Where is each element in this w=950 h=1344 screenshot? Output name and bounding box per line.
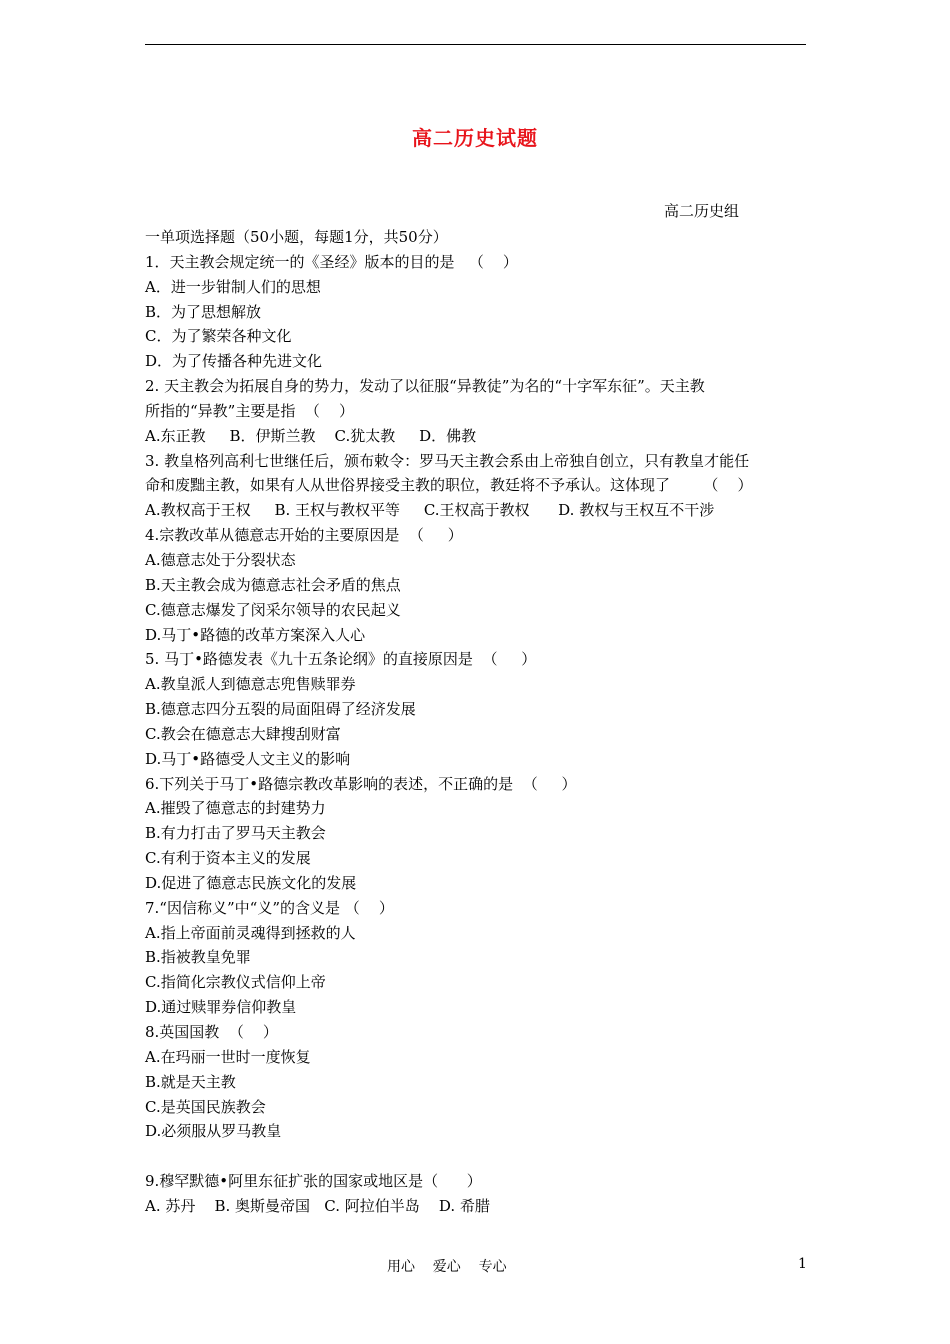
question-option: D.通过赎罪券信仰教皇 (145, 998, 297, 1017)
question-option: D.必须服从罗马教皇 (145, 1122, 282, 1141)
question-option: A.教皇派人到德意志兜售赎罪券 (145, 675, 356, 694)
question-stem: 所指的“异教”主要是指 （ ） (145, 401, 354, 420)
question-stem: 7.“因信称义”中“义”的含义是 （ ） (145, 898, 394, 917)
question-stem: 5. 马丁•路德发表《九十五条论纲》的直接原因是 （ ） (145, 650, 537, 669)
question-option: D.马丁•路德受人文主义的影响 (145, 749, 351, 768)
question-option: B.就是天主教 (145, 1072, 236, 1091)
author-line: 高二历史组 (664, 202, 740, 220)
document-title: 高二历史试题 (412, 126, 538, 150)
question-stem: 9.穆罕默德•阿里东征扩张的国家或地区是（ ） (145, 1172, 482, 1191)
question-stem: 1．天主教会规定统一的《圣经》版本的目的是 （ ） (145, 252, 518, 271)
page-number: 1 (798, 1256, 807, 1272)
question-stem: 命和废黜主教，如果有人从世俗界接受主教的职位，教廷将不予承认。这体现了 （ ） (145, 476, 753, 495)
blank-line (145, 1144, 810, 1169)
question-option: C.德意志爆发了闵采尔领导的农民起义 (145, 600, 401, 619)
question-option: A.德意志处于分裂状态 (145, 550, 296, 569)
question-option: C.是英国民族教会 (145, 1097, 266, 1116)
question-option: B．为了思想解放 (145, 302, 262, 321)
question-content (145, 225, 810, 1219)
question-option: D.马丁•路德的改革方案深入人心 (145, 625, 366, 644)
question-option: B.天主教会成为德意志社会矛盾的焦点 (145, 575, 401, 594)
question-option: A．进一步钳制人们的思想 (145, 277, 321, 296)
question-option: C.有利于资本主义的发展 (145, 849, 311, 868)
question-option: D.促进了德意志民族文化的发展 (145, 873, 357, 892)
question-option: B.指被教皇免罪 (145, 948, 251, 967)
footer-motto: 用心 爱心 专心 (387, 1259, 507, 1275)
question-stem: 8.英国国教 （ ） (145, 1023, 278, 1041)
question-stem: 4.宗教改革从德意志开始的主要原因是 （ ） (145, 526, 463, 545)
question-option: A.摧毁了德意志的封建势力 (145, 799, 326, 818)
question-option: C.教会在德意志大肆搜刮财富 (145, 724, 341, 743)
question-stem: 2. 天主教会为拓展自身的势力，发动了以征服“异教徒”为名的“十字军东征”。天主教 (145, 377, 705, 396)
question-option: C．为了繁荣各种文化 (145, 327, 292, 346)
question-stem: 3. 教皇格列高利七世继任后，颁布敕令：罗马天主教会系由上帝独自创立，只有教皇才能任 (145, 451, 750, 470)
question-option: A.东正教 B．伊斯兰教 C.犹太教 D．佛教 (145, 426, 477, 445)
question-option: A.在玛丽一世时一度恢复 (145, 1047, 311, 1066)
question-option: A.教权高于王权 B. 王权与教权平等 C.王权高于教权 D. 教权与王权互不干涉 (145, 501, 715, 520)
question-option: B.德意志四分五裂的局面阻碍了经济发展 (145, 700, 416, 719)
section-header: 一单项选择题（50小题，每题1分，共50分） (145, 228, 448, 246)
question-option: D．为了传播各种先进文化 (145, 352, 323, 371)
question-option: C.指简化宗教仪式信仰上帝 (145, 973, 326, 992)
question-option: A.指上帝面前灵魂得到拯救的人 (145, 923, 356, 942)
question-option: A. 苏丹 B. 奥斯曼帝国 C. 阿拉伯半岛 D. 希腊 (145, 1196, 490, 1215)
header-rule (145, 44, 806, 45)
question-option: B.有力打击了罗马天主教会 (145, 824, 326, 843)
question-stem: 6.下列关于马丁•路德宗教改革影响的表述，不正确的是 （ ） (145, 774, 577, 793)
